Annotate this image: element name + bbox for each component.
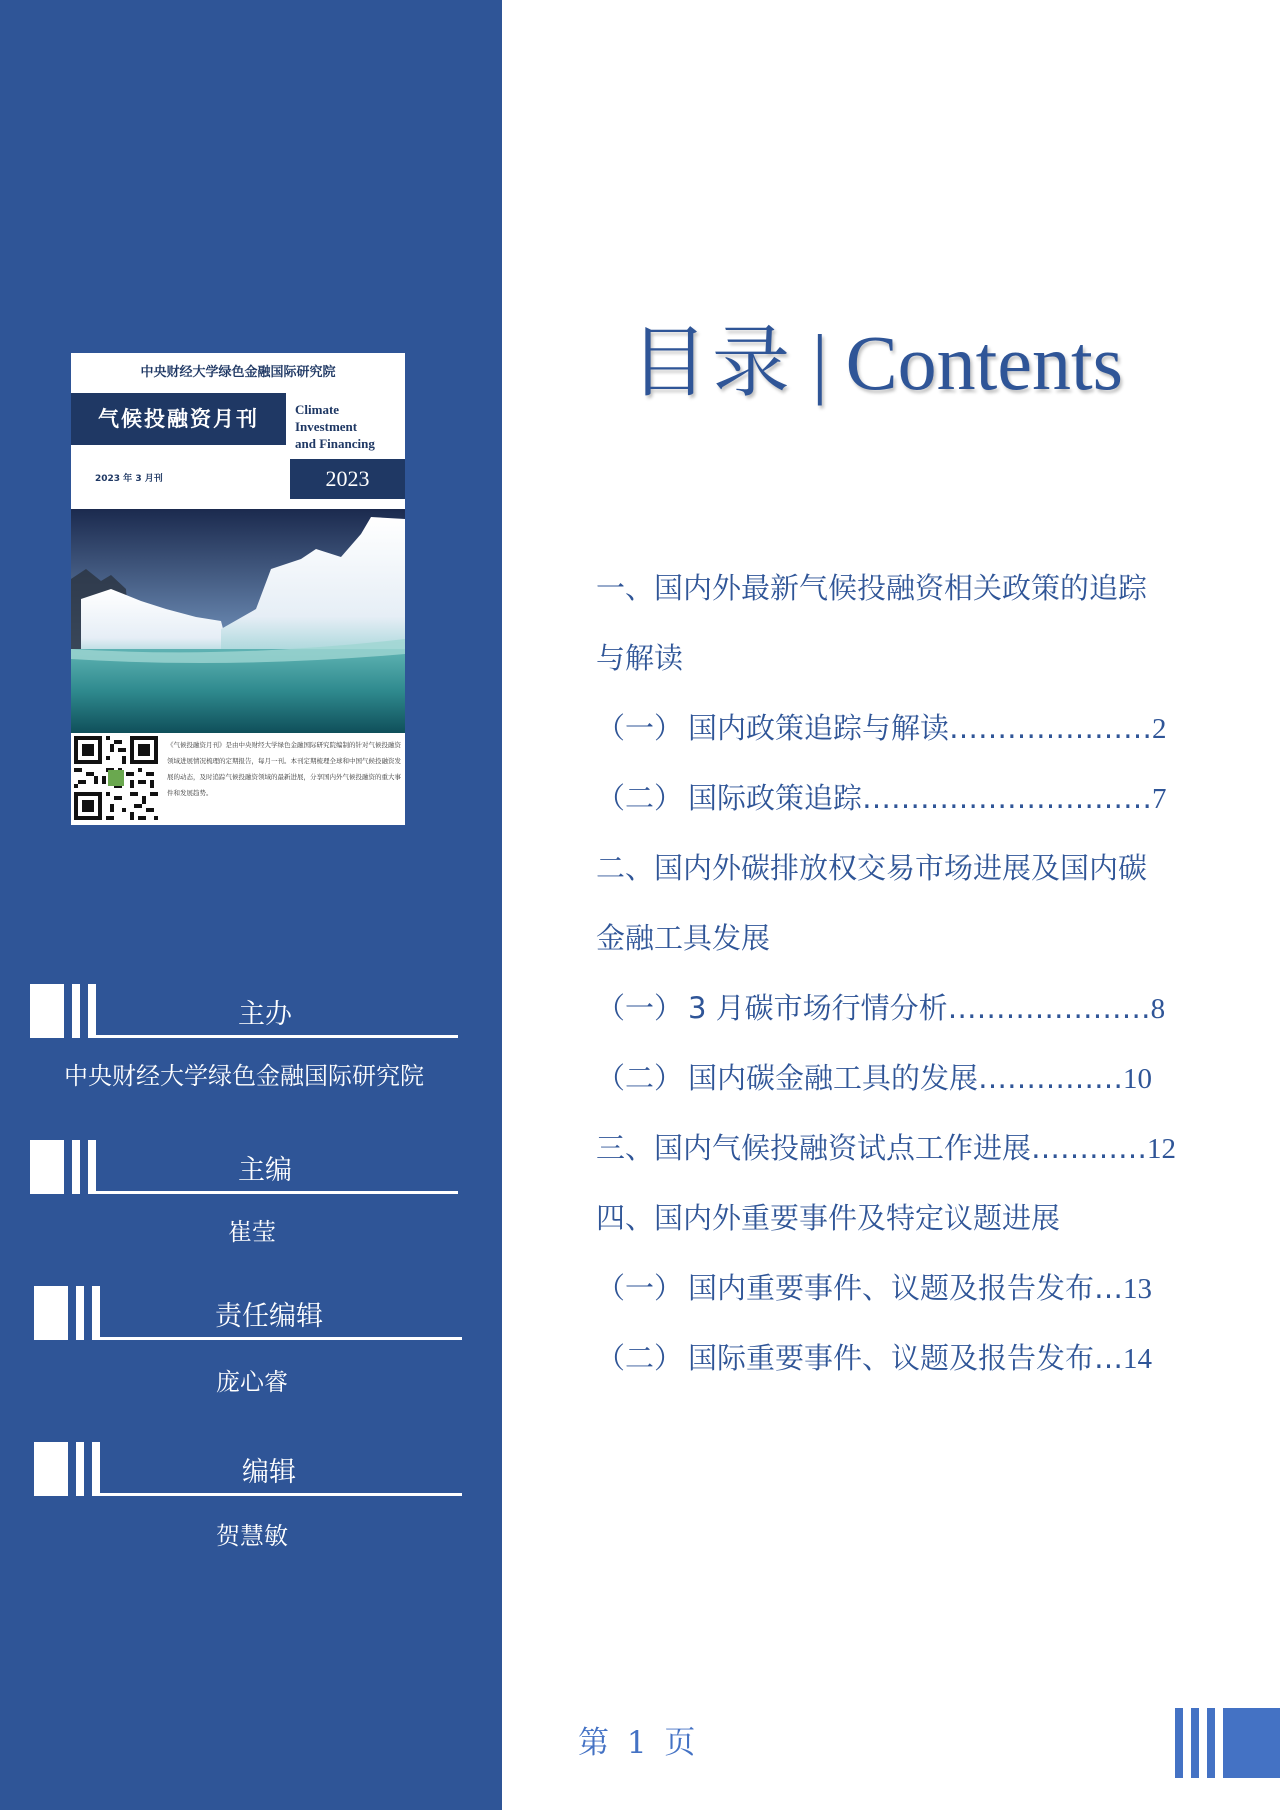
- toc-leader: …: [1094, 1341, 1124, 1375]
- journal-cover-thumbnail: [71, 353, 405, 825]
- toc-text: 一、国内外最新气候投融资相关政策的追踪: [596, 571, 1148, 605]
- toc-page: 14: [1123, 1343, 1153, 1375]
- heading-separator: |: [812, 319, 828, 406]
- toc-number: （一）: [596, 1271, 684, 1305]
- toc-entry[interactable]: [596, 1253, 1196, 1323]
- corner-decoration: [1175, 1708, 1280, 1778]
- qr-code: [74, 736, 158, 820]
- toc-page: 10: [1123, 1063, 1153, 1095]
- cover-title: 气候投融资月刊: [71, 393, 286, 445]
- toc-page: 12: [1147, 1133, 1177, 1165]
- heading-zh: 目录: [630, 318, 795, 408]
- contents-heading: [630, 300, 1123, 412]
- credit-role: 主编: [238, 1155, 292, 1186]
- toc-entry[interactable]: [596, 763, 1196, 833]
- toc-text: 国内重要事件、议题及报告发布: [688, 1271, 1095, 1305]
- glacier-photo: [71, 509, 405, 733]
- toc-entry[interactable]: [596, 693, 1196, 763]
- toc-entry[interactable]: [596, 903, 1196, 973]
- cover-en-line: Investment: [295, 419, 358, 434]
- toc-number: （二）: [596, 1061, 684, 1095]
- toc-page: 13: [1123, 1273, 1153, 1305]
- credit-role: 主办: [238, 999, 292, 1030]
- toc-text: 二、国内外碳排放权交易市场进展及国内碳: [596, 851, 1148, 885]
- toc-entry[interactable]: [596, 833, 1196, 903]
- credit-name-host: 中央财经大学绿色金融国际研究院: [64, 1062, 424, 1090]
- credit-role: 编辑: [242, 1457, 296, 1488]
- toc-entry[interactable]: [596, 1183, 1196, 1253]
- toc-entry[interactable]: [596, 1043, 1196, 1113]
- toc-text: 四、国内外重要事件及特定议题进展: [596, 1201, 1061, 1235]
- page-number: 第 1 页: [578, 1725, 696, 1761]
- toc-entry[interactable]: [596, 1323, 1196, 1393]
- credit-name-editor: 贺慧敏: [216, 1522, 288, 1550]
- toc-leader: ……………: [978, 1061, 1124, 1095]
- cover-english-title: [295, 401, 405, 452]
- toc-entry[interactable]: [596, 623, 1196, 693]
- cover-description: 《气候投融资月刊》是由中央财经大学绿色金融国际研究院编制的针对气候投融资领域进展情况梳理的定期报告，每月一刊。本刊定期梳理全球和中国气候投融资发展的动态，及时追踪气候投融资领域的最新进展，分享国内外气候投融资的重大事件和发展趋势。: [167, 741, 401, 797]
- table-of-contents: [596, 553, 1196, 1393]
- toc-entry[interactable]: [596, 973, 1196, 1043]
- cover-institute: 中央财经大学绿色金融国际研究院: [140, 365, 336, 380]
- credit-role: 责任编辑: [215, 1301, 323, 1332]
- toc-text: 国际重要事件、议题及报告发布: [688, 1341, 1095, 1375]
- toc-page: 2: [1152, 713, 1167, 745]
- toc-text: 金融工具发展: [596, 921, 771, 955]
- toc-page: 7: [1152, 783, 1167, 815]
- toc-entry[interactable]: [596, 553, 1196, 623]
- credit-name-responsible-editor: 庞心睿: [216, 1368, 288, 1396]
- toc-number: （一）: [596, 711, 684, 745]
- cover-en-line: Climate: [295, 402, 340, 417]
- credit-heading-responsible-editor: [34, 1286, 462, 1340]
- toc-leader: …………………: [947, 991, 1151, 1025]
- toc-text: 国内政策追踪与解读: [688, 711, 950, 745]
- cover-en-line: and Financing: [295, 436, 375, 451]
- toc-number: （一）: [596, 991, 684, 1025]
- toc-entry[interactable]: [596, 1113, 1196, 1183]
- credit-heading-editor: [34, 1442, 462, 1496]
- credit-heading-host: [30, 984, 458, 1038]
- toc-text: 三、国内气候投融资试点工作进展: [596, 1131, 1032, 1165]
- heading-en: Contents: [845, 319, 1123, 406]
- credit-heading-editor-in-chief: [30, 1140, 458, 1194]
- toc-leader: …………: [1031, 1131, 1148, 1165]
- toc-number: （二）: [596, 1341, 684, 1375]
- cover-year: 2023: [290, 459, 405, 499]
- sidebar-panel: [0, 0, 502, 1810]
- toc-leader: …………………………: [862, 781, 1153, 815]
- toc-text: 3 月碳市场行情分析: [688, 991, 948, 1025]
- toc-leader: …………………: [949, 711, 1153, 745]
- toc-text: 国内碳金融工具的发展: [688, 1061, 979, 1095]
- toc-number: （二）: [596, 781, 684, 815]
- cover-issue: 2023 年 3 月刊: [95, 474, 163, 484]
- toc-page: 8: [1150, 993, 1166, 1025]
- toc-leader: …: [1094, 1271, 1124, 1305]
- toc-text: 国际政策追踪: [688, 781, 863, 815]
- credit-name-editor-in-chief: 崔莹: [228, 1218, 276, 1246]
- toc-text: 与解读: [596, 641, 684, 675]
